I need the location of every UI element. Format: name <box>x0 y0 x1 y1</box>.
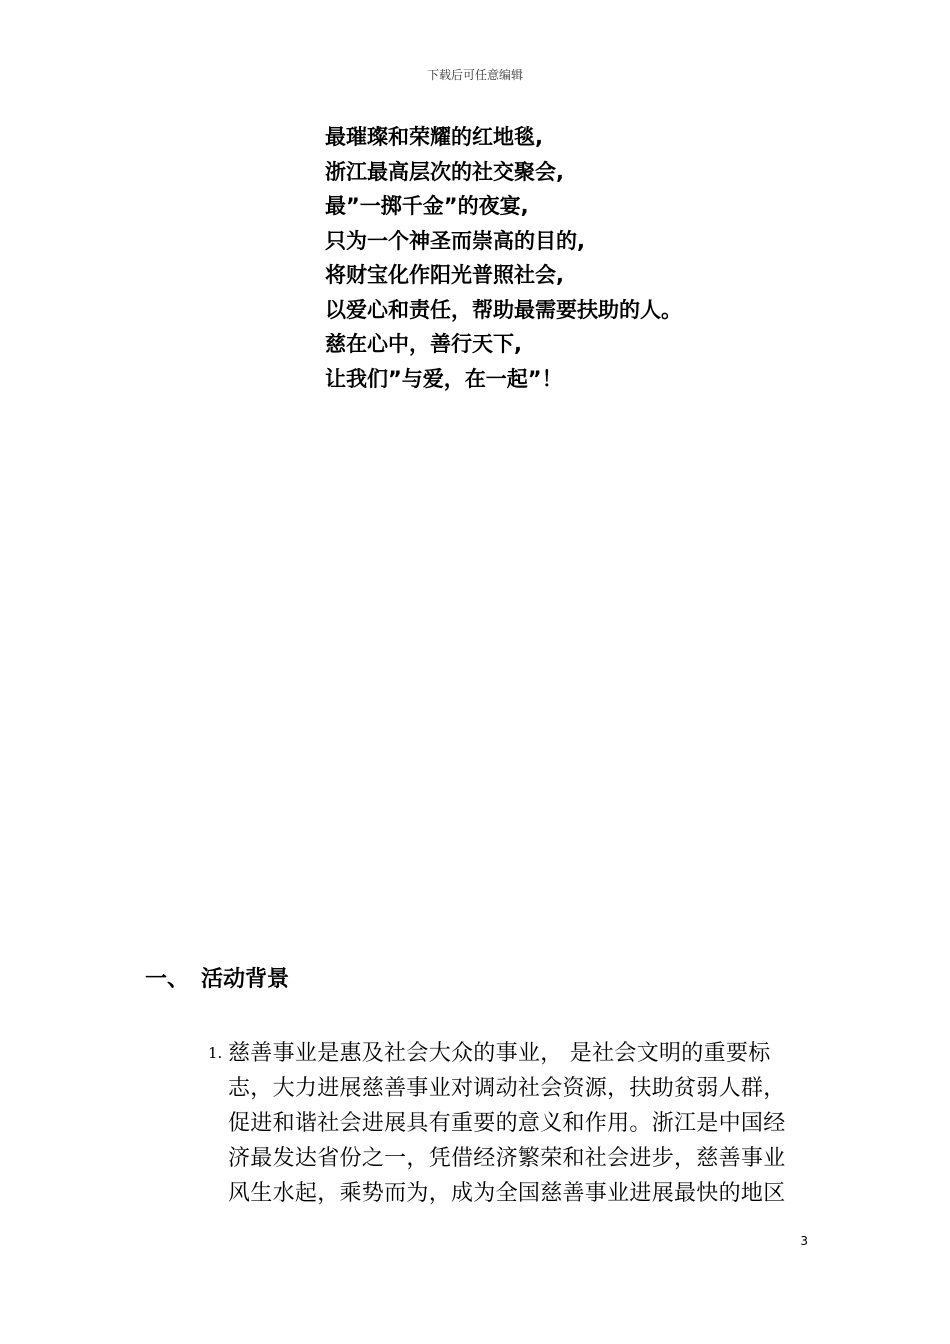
poem-line: 只为一个神圣而崇高的目的, <box>325 228 585 253</box>
poem-line: 最璀璨和荣耀的红地毯, <box>325 125 543 149</box>
poem-line: 浙江最高层次的社交聚会, <box>325 159 564 184</box>
paragraph-line: 济最发达省份之一，凭借经济繁荣和社会进步，慈善事业 <box>228 1146 786 1171</box>
list-marker: 1. <box>208 1044 223 1062</box>
section-title: 活动背景 <box>201 967 290 992</box>
poem-line: 慈在心中，善行天下, <box>325 332 522 356</box>
page-number: 3 <box>800 1234 808 1248</box>
poem-line: 以爱心和责任，帮助最需要扶助的人。 <box>325 297 682 322</box>
paragraph-line: 促进和谐社会进展具有重要的意义和作用。浙江是中国经 <box>228 1111 786 1136</box>
page-header: 下载后可任意编辑 <box>426 68 523 82</box>
section-number: 一、 <box>145 967 190 992</box>
poem-line: 让我们”与爱，在一起”！ <box>325 366 563 391</box>
poem-line: 将财宝化作阳光普照社会, <box>325 263 564 287</box>
poem-line: 最”一掷千金”的夜宴, <box>325 194 529 218</box>
paragraph-line: 风生水起，乘势而为，成为全国慈善事业进展最快的地区 <box>228 1181 786 1206</box>
numbered-paragraph <box>208 1036 808 1211</box>
paragraph-line: 志，大力进展慈善事业对调动社会资源，扶助贫弱人群， <box>228 1076 786 1101</box>
poem <box>325 120 845 396</box>
paragraph-line: 慈善事业是惠及社会大众的事业， 是社会文明的重要标 <box>228 1041 771 1066</box>
section-heading <box>145 962 289 993</box>
